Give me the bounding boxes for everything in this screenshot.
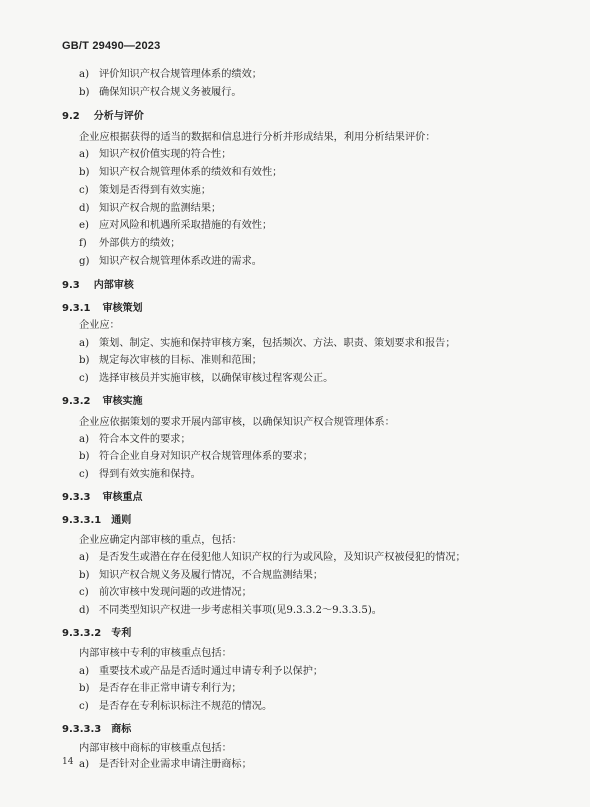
section-heading [62, 279, 134, 293]
paragraph: 内部审核中专利的审核重点包括： [79, 648, 232, 659]
list-item [79, 68, 262, 82]
section-title: 分析与评价 [93, 111, 144, 122]
list-item [79, 468, 201, 482]
list-marker: c) [79, 185, 89, 196]
section-title: 商标 [111, 724, 132, 735]
list-item [79, 758, 252, 772]
section-heading [62, 491, 142, 505]
list-marker: a) [79, 759, 90, 770]
list-item-text: 选择审核员并实施审核，以确保审核过程客观公正。 [99, 373, 334, 384]
section-heading [62, 627, 131, 641]
paragraph: 内部审核中商标的审核重点包括： [79, 743, 232, 754]
list-item-text: 知识产权合规的监测结果； [99, 203, 222, 214]
paragraph: 企业应： [79, 320, 120, 331]
list-item-text: 符合企业自身对知识产权合规管理体系的要求； [99, 451, 313, 462]
list-marker: f) [79, 238, 87, 249]
section-number: 9.3.3.2 [62, 628, 102, 639]
standard-code-header: GB/T 29490—2023 [62, 40, 161, 52]
page-number: 14 [62, 757, 74, 767]
list-item [79, 337, 456, 351]
list-marker: e) [79, 220, 90, 231]
list-item [79, 86, 242, 100]
list-marker: d) [79, 203, 90, 214]
list-item-text: 确保知识产权合规义务被履行。 [99, 87, 242, 98]
section-number: 9.2 [62, 111, 80, 122]
list-item [79, 219, 272, 233]
section-number: 9.3.3 [62, 492, 91, 503]
list-item [79, 372, 333, 386]
list-marker: b) [79, 570, 90, 581]
list-item [79, 255, 262, 269]
section-title: 专利 [111, 628, 132, 639]
list-item [79, 433, 191, 447]
list-item-text: 知识产权价值实现的符合性； [99, 149, 232, 160]
section-heading [62, 395, 142, 409]
list-item [79, 551, 466, 565]
list-item [79, 665, 323, 679]
paragraph: 企业应确定内部审核的重点，包括： [79, 535, 242, 546]
list-item-text: 知识产权合规管理体系改进的需求。 [99, 256, 262, 267]
paragraph: 企业应依据策划的要求开展内部审核，以确保知识产权合规管理体系： [79, 417, 395, 428]
paragraph: 企业应根据获得的适当的数据和信息进行分析并形成结果，利用分析结果评价： [79, 132, 436, 143]
section-title: 内部审核 [93, 280, 134, 291]
list-item-text: 规定每次审核的目标、准则和范围； [99, 355, 262, 366]
list-marker: a) [79, 434, 90, 445]
list-item-text: 是否存在非正常申请专利行为； [99, 683, 242, 694]
list-marker: c) [79, 587, 89, 598]
list-item-text: 得到有效实施和保持。 [99, 469, 201, 480]
section-number: 9.3.3.3 [62, 724, 102, 735]
list-item-text: 是否针对企业需求申请注册商标； [99, 759, 252, 770]
list-item [79, 569, 323, 583]
list-item-text: 策划、制定、实施和保持审核方案，包括频次、方法、职责、策划要求和报告； [99, 338, 456, 349]
list-marker: b) [79, 451, 90, 462]
section-number: 9.3.2 [62, 396, 91, 407]
list-marker: d) [79, 605, 90, 616]
section-title: 审核实施 [102, 396, 143, 407]
section-number: 9.3 [62, 280, 80, 291]
list-marker: a) [79, 338, 90, 349]
section-heading [62, 723, 131, 737]
list-item [79, 184, 211, 198]
section-title: 通则 [111, 515, 132, 526]
list-item-text: 知识产权合规义务及履行情况，不合规监测结果； [99, 570, 324, 581]
list-marker: a) [79, 149, 90, 160]
list-item [79, 604, 382, 618]
list-item-text: 是否发生或潜在存在侵犯他人知识产权的行为或风险，及知识产权被侵犯的情况； [99, 552, 466, 563]
section-heading [62, 110, 144, 124]
list-marker: b) [79, 87, 90, 98]
list-item [79, 166, 282, 180]
list-marker: a) [79, 69, 90, 80]
section-heading [62, 514, 131, 528]
list-marker: c) [79, 469, 89, 480]
list-marker: g) [79, 256, 90, 267]
section-number: 9.3.3.1 [62, 515, 102, 526]
list-item-text: 知识产权合规管理体系的绩效和有效性； [99, 167, 283, 178]
list-marker: b) [79, 683, 90, 694]
list-item [79, 682, 242, 696]
list-item [79, 354, 262, 368]
section-heading [62, 302, 142, 316]
list-item-text: 应对风险和机遇所采取措施的有效性； [99, 220, 273, 231]
section-title: 审核重点 [102, 492, 143, 503]
list-item-text: 重要技术或产品是否适时通过申请专利予以保护； [99, 666, 324, 677]
list-item [79, 700, 272, 714]
list-item [79, 586, 252, 600]
list-marker: c) [79, 373, 89, 384]
list-item [79, 450, 313, 464]
list-item-text: 前次审核中发现问题的改进情况； [99, 587, 252, 598]
list-marker: a) [79, 666, 90, 677]
list-item-text: 外部供方的绩效； [99, 238, 181, 249]
list-item-text: 符合本文件的要求； [99, 434, 191, 445]
list-marker: b) [79, 167, 90, 178]
section-number: 9.3.1 [62, 303, 91, 314]
list-item [79, 237, 181, 251]
list-item [79, 148, 231, 162]
list-item-text: 评价知识产权合规管理体系的绩效； [99, 69, 262, 80]
list-marker: a) [79, 552, 90, 563]
list-item [79, 202, 221, 216]
list-marker: c) [79, 701, 89, 712]
list-item-text: 不同类型知识产权进一步考虑相关事项(见9.3.3.2～9.3.3.5)。 [99, 605, 382, 616]
list-marker: b) [79, 355, 90, 366]
list-item-text: 是否存在专利标识标注不规范的情况。 [99, 701, 273, 712]
section-title: 审核策划 [102, 303, 143, 314]
list-item-text: 策划是否得到有效实施； [99, 185, 212, 196]
